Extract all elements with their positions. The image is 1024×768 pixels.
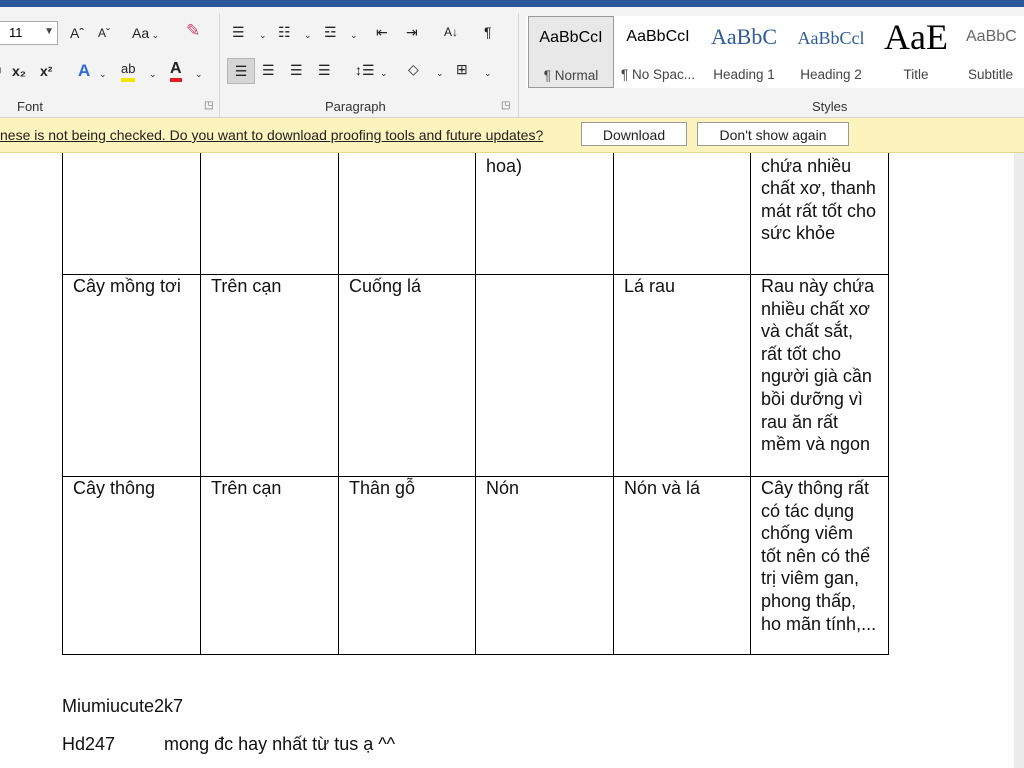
style-name: ¶ Normal [543,68,599,83]
font-size-value: 11 [9,25,23,40]
chevron-down-icon[interactable]: ⌄ [436,68,444,78]
bullet-glyph [0,61,1,79]
table-cell[interactable]: Cây thông [63,477,201,655]
chevron-down-icon[interactable]: ⌄ [484,68,492,78]
table-cell[interactable]: hoa) [476,153,614,275]
style-subtitle[interactable] [958,16,1024,88]
note-text: mong đc hay nhất từ tus ạ ^^ [164,734,396,754]
align-center-icon[interactable]: ☰ [262,62,275,78]
show-marks-icon[interactable]: ¶ [484,24,492,40]
font-group [0,7,218,117]
borders-icon[interactable]: ⊞ [456,61,468,77]
style-sample: AaBbC [966,28,1017,45]
download-button[interactable]: Download [581,122,687,146]
styles-gallery [526,16,1024,88]
table-cell[interactable] [201,153,339,275]
chevron-down-icon[interactable]: ⌄ [195,69,203,79]
dialog-launcher-icon[interactable]: ◳ [204,100,214,111]
vertical-scrollbar[interactable] [1014,153,1024,768]
title-bar [0,0,1024,7]
paragraph-group [222,7,518,117]
table-cell[interactable]: Rau này chứa nhiều chất xơ và chất sắt, rất tốt cho người già cần bồi dưỡng vì rau ăn rất mềm và ngon [751,275,889,477]
message-text[interactable]: nese is not being checked. Do you want to download proofing tools and future updates? [0,127,544,143]
font-group-label: Font [17,99,44,114]
highlight-button[interactable]: ab [121,60,135,82]
style-name: Title [903,67,929,82]
numbering-icon[interactable]: ☷ [278,24,291,40]
multilevel-list-icon[interactable]: ☲ [324,24,337,40]
dialog-launcher-icon[interactable]: ◳ [501,100,511,111]
increase-indent-icon[interactable]: ⇥ [406,24,418,40]
plant-table [62,153,889,655]
styles-group-label: Styles [812,99,848,114]
table-row [63,477,889,655]
change-case-label: Aa [132,25,150,41]
style-sample: AaBbCcI [626,28,690,45]
table-cell[interactable]: Nón và lá [614,477,751,655]
table-cell[interactable]: Trên cạn [201,275,339,477]
chevron-down-icon[interactable]: ⌄ [259,30,267,40]
style-name: ¶ No Spac... [620,67,696,82]
table-cell[interactable]: Cây mồng tơi [63,275,201,477]
style-normal[interactable] [528,16,614,88]
clear-formatting-icon[interactable]: ✎ [186,21,201,40]
chevron-down-icon[interactable]: ▼ [44,26,54,37]
proofing-message-bar [0,118,1024,153]
table-cell[interactable]: Cuống lá [339,275,476,477]
style-name: Heading 1 [713,67,775,82]
justify-icon[interactable]: ☰ [318,62,331,78]
style-sample: AaBbC [711,24,777,49]
tag-text: Hd247 [62,734,116,754]
author-paragraph[interactable]: Miumiucute2k7 [62,696,184,716]
change-case-button[interactable] [132,24,159,44]
table-row [63,153,889,275]
paragraph-group-label: Paragraph [325,99,386,114]
style-name: Heading 2 [800,67,862,82]
subscript-button[interactable]: x₂ [12,63,27,79]
chevron-down-icon[interactable]: ⌄ [99,69,107,79]
style-name: Subtitle [968,67,1014,82]
table-cell[interactable] [339,153,476,275]
align-right-icon[interactable]: ☰ [290,62,303,78]
table-cell[interactable]: Nón [476,477,614,655]
style-sample: AaBbCcl [797,28,865,48]
tag-paragraph[interactable] [62,734,395,755]
table-cell[interactable] [614,153,751,275]
style-sample: AaBbCcI [539,29,603,46]
style-heading-1[interactable] [702,16,786,88]
line-spacing-icon[interactable]: ↕☰ [355,62,375,78]
table-cell[interactable]: Lá rau [614,275,751,477]
group-separator [518,13,519,117]
table-cell[interactable]: chứa nhiều chất xơ, thanh mát rất tốt cho sức khỏe [751,153,889,275]
table-cell[interactable] [63,153,201,275]
chevron-down-icon[interactable]: ⌄ [304,30,312,40]
dont-show-again-button[interactable]: Don't show again [697,122,849,146]
chevron-down-icon[interactable]: ⌄ [350,30,358,40]
decrease-indent-icon[interactable]: ⇤ [376,24,388,40]
align-left-icon[interactable]: ☰ [227,58,255,84]
shading-icon[interactable]: ◇ [408,61,419,77]
style-heading-2[interactable] [788,16,874,88]
table-cell[interactable]: Thân gỗ [339,477,476,655]
superscript-button[interactable]: x² [40,63,53,79]
table-row [63,275,889,477]
bullets-icon[interactable]: ☰ [232,24,245,40]
font-color-button[interactable]: A [170,60,182,82]
font-size-combobox[interactable] [0,21,58,45]
table-cell[interactable]: Cây thông rất có tác dụng chống viêm tốt nên có thể trị viêm gan, phong thấp, ho mãn tính,... [751,477,889,655]
table-cell[interactable]: Trên cạn [201,477,339,655]
table-cell[interactable] [476,275,614,477]
text-effects-button[interactable]: A [78,61,91,80]
document-area[interactable] [0,153,1014,768]
chevron-down-icon[interactable]: ⌄ [149,69,157,79]
style-no-spacing[interactable] [616,16,700,88]
ribbon [0,7,1024,118]
style-sample: AaE [884,17,948,57]
grow-font-button[interactable]: Aˆ [70,25,84,41]
group-separator [219,13,220,117]
chevron-down-icon: ⌄ [149,30,160,40]
style-title[interactable] [876,16,956,88]
sort-icon[interactable]: A↓ [444,25,459,39]
shrink-font-button[interactable]: Aˇ [98,26,110,40]
chevron-down-icon[interactable]: ⌄ [380,68,388,78]
